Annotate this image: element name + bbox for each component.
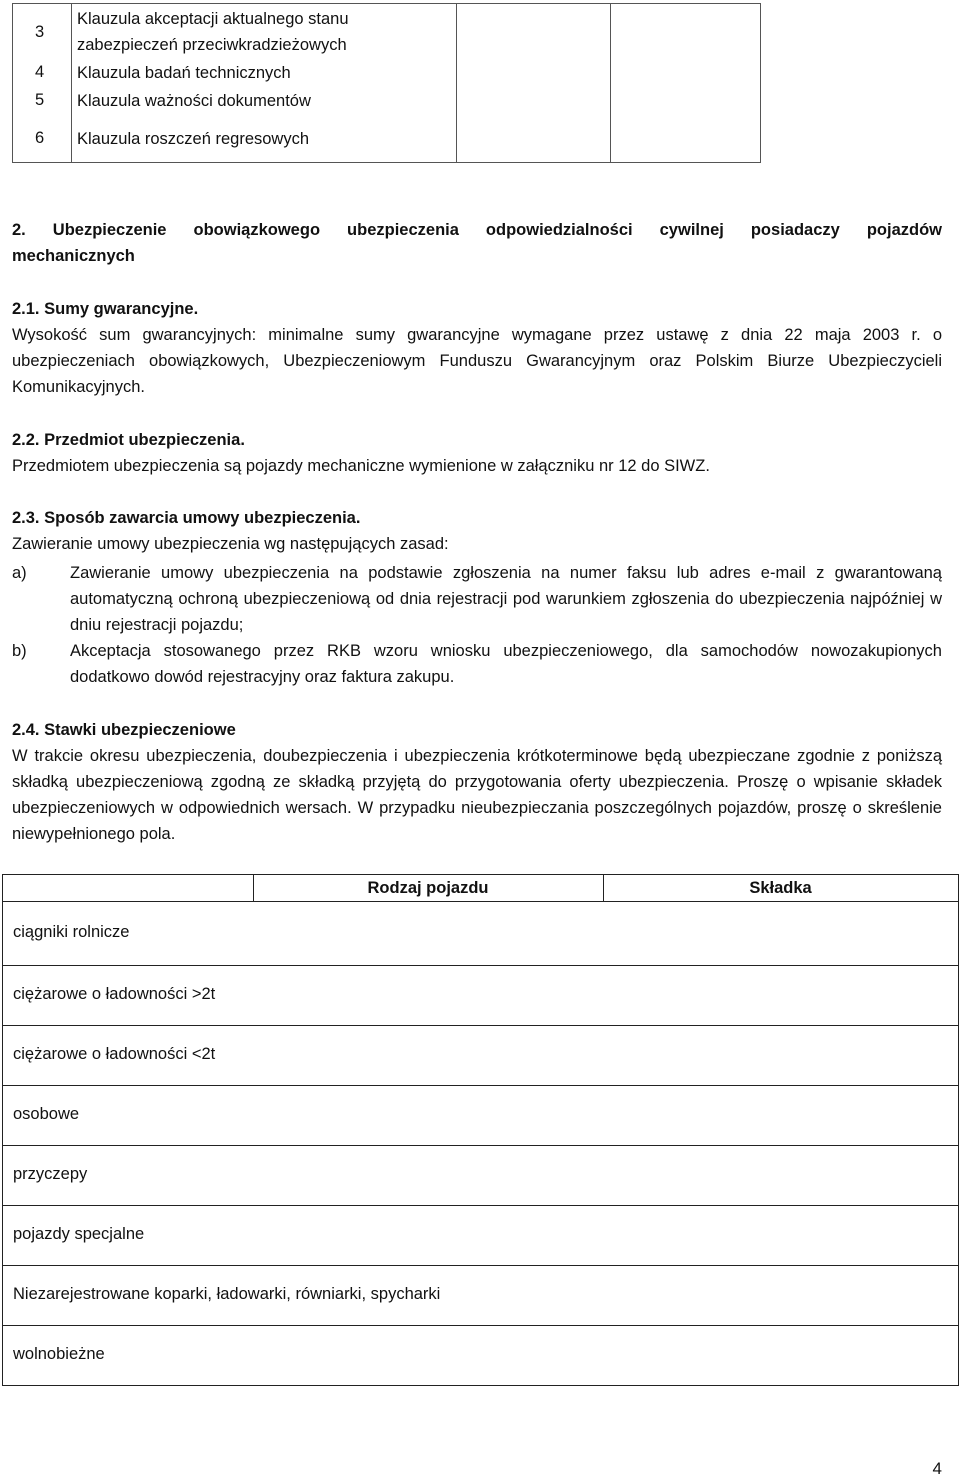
- clause-text: Klauzula badań technicznych: [77, 64, 291, 82]
- vehicle-type: osobowe: [13, 1105, 80, 1123]
- clause-number: 3: [35, 23, 45, 41]
- column-divider: [456, 4, 457, 162]
- vehicle-premium-table: [2, 874, 959, 1386]
- vehicle-type: ciężarowe o ładowności <2t: [13, 1045, 216, 1063]
- vehicle-type: ciężarowe o ładowności >2t: [13, 985, 216, 1003]
- list-marker: a): [12, 564, 27, 582]
- clause-text: Klauzula roszczeń regresowych: [77, 130, 310, 148]
- header-cell-empty: [3, 875, 253, 901]
- page-number: 4: [932, 1459, 942, 1478]
- list-item: [12, 560, 942, 640]
- vehicle-type: wolnobieżne: [13, 1345, 105, 1363]
- table-row: [3, 1326, 958, 1384]
- column-divider: [71, 4, 72, 162]
- vehicle-type: pojazdy specjalne: [13, 1225, 145, 1243]
- list-text: Zawieranie umowy ubezpieczenia na podstawie zgłoszenia na numer faksu lub adres e-mail z gwarantowaną automatyczną ochroną ubezpieczeniową od dnia rejestracji pod warunkiem zgłoszenia do ubezpieczenia najpóźniej w dniu rejestracji pojazdu;: [70, 564, 942, 634]
- subsection-heading: 2.2. Przedmiot ubezpieczenia.: [12, 431, 245, 449]
- paragraph: Zawieranie umowy ubezpieczenia wg następujących zasad:: [12, 535, 449, 553]
- clause-text: Klauzula akceptacji aktualnego stanu zabezpieczeń przeciwkradzieżowych: [77, 10, 349, 54]
- paragraph: W trakcie okresu ubezpieczenia, doubezpieczenia i ubezpieczenia krótkoterminowe będą ubezpieczane zgodnie z poniższą składką ubezpieczeniową zgodną ze składką przyjętą do przygotowania oferty ubezpieczenia. Proszę o wpisanie składek ubezpieczeniowych w odpowiednich wersach. W przypadku nieubezpieczania poszczególnych pojazdów, proszę o skreślenie niewypełnionego pola.: [12, 747, 942, 843]
- table-row: [3, 1146, 958, 1206]
- header-vehicle-type: Rodzaj pojazdu: [367, 879, 489, 897]
- table-row: [3, 1206, 958, 1266]
- vehicle-type: ciągniki rolnicze: [13, 923, 130, 941]
- section-heading: 2. Ubezpieczenie obowiązkowego ubezpieczenia odpowiedzialności cywilnej posiadaczy pojazdów mechanicznych: [12, 221, 942, 265]
- table-row: [3, 966, 958, 1026]
- clause-text: Klauzula ważności dokumentów: [77, 92, 311, 110]
- header-premium: Składka: [749, 879, 812, 897]
- list-marker: b): [12, 642, 27, 660]
- table-header: [3, 875, 958, 902]
- table-row: [3, 1086, 958, 1146]
- clause-number: 6: [35, 129, 45, 147]
- subsection-heading: 2.3. Sposób zawarcia umowy ubezpieczenia.: [12, 509, 361, 527]
- vehicle-type: przyczepy: [13, 1165, 88, 1183]
- subsection-heading: 2.4. Stawki ubezpieczeniowe: [12, 721, 236, 739]
- list-item: [12, 638, 942, 692]
- table-row: [3, 1026, 958, 1086]
- list-text: Akceptacja stosowanego przez RKB wzoru wniosku ubezpieczeniowego, dla samochodów nowozakupionych dodatkowo dowód rejestracyjny oraz faktura zakupu.: [70, 642, 942, 686]
- table-row: [3, 1266, 958, 1326]
- paragraph: Przedmiotem ubezpieczenia są pojazdy mechaniczne wymienione w załączniku nr 12 do SIWZ.: [12, 457, 710, 475]
- column-divider: [610, 4, 611, 162]
- clause-table: [12, 3, 761, 163]
- paragraph: Wysokość sum gwarancyjnych: minimalne sumy gwarancyjne wymagane przez ustawę z dnia 22 maja 2003 r. o ubezpieczeniach obowiązkowych, Ubezpieczeniowym Funduszu Gwarancyjnym oraz Polskim Biurze Ubezpieczycieli Komunikacyjnych.: [12, 326, 942, 396]
- table-row: [3, 902, 958, 966]
- clause-number: 4: [35, 63, 45, 81]
- subsection-heading: 2.1. Sumy gwarancyjne.: [12, 300, 199, 318]
- clause-number: 5: [35, 91, 45, 109]
- vehicle-type: Niezarejestrowane koparki, ładowarki, równiarki, spycharki: [13, 1285, 441, 1303]
